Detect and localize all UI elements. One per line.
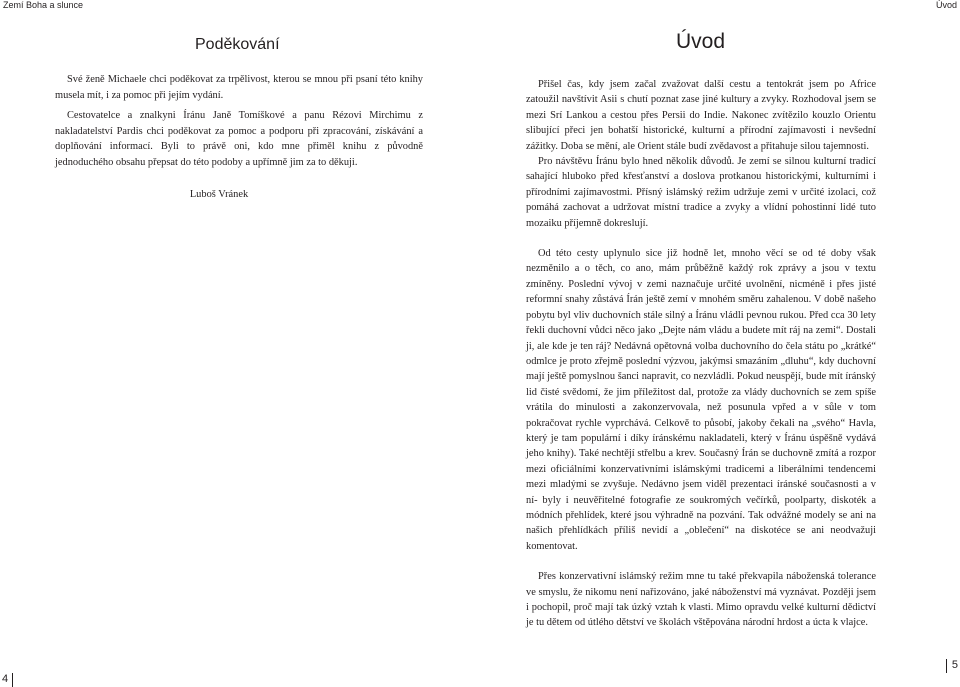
running-header-chapter: Úvod <box>935 0 957 10</box>
author-signature: Luboš Vránek <box>189 188 249 200</box>
intro-paragraph: Pro návštěvu Íránu bylo hned několik důvodů. Je zemí se silnou kulturní tradicí sahající hluboko před křesťanství a doslova protkanou historickými, kulturními i přírodními zajímavostmi. Přísný islámský režim udržuje zemi v určité izolaci, což pomáhá zachovat a udržovat místní tradice a zvyky a vlídní pohostinní lidé tuto mozaiku příjemně dokreslují. <box>526 156 876 229</box>
acknowledgement-paragraph: Své ženě Michaele chci poděkovat za trpělivost, kterou se mnou při psaní této knihy musela mít, i za pomoc při jejím vydání. <box>55 74 423 101</box>
left-page <box>55 36 423 200</box>
page-number-right-value: 5 <box>951 659 958 671</box>
running-header-book-title: Zemí Boha a slunce <box>3 0 84 10</box>
page-number-divider <box>12 673 13 687</box>
page-number-left-value: 4 <box>2 673 9 685</box>
right-page <box>526 30 876 631</box>
intro-paragraph: Od této cesty uplynulo sice již hodně let, mnoho věcí se od té doby však nezměnilo a o těch, co ano, mám průběžně každý rok zprávy a jsou v textu zmíněny. Poslední vývoj v zemi naznačuje určité uvolnění, nicméně i přes jisté reformní snahy zůstává Írán ještě zemí v mnohém směru zahalenou. V době našeho pobytu byl vliv duchovních stále silný a Íránu vládli pevnou rukou. Před cca 30 lety řekli duchovní vůdci něco jako „Dejte nám vládu a budete mít ráj na zemi“. Dostali ji, ale kde je ten ráj? Nedávná opětovná volba duchovního do čela státu po „krátké“ odmlce je proto zřejmě poslední výzvou, jakýmsi smazáním „dluhu“, kdy duchovní mají ještě pomyslnou šanci napravit, co nezvládli. Pokud neuspějí, bude mít íránský lid čisté svědomí, že jim příležitost dal, protože za vlády duchovních se zem spíše vrátila do minulosti a zakonzervovala, než posunula vpřed a v sůle v tom pokračovat rychle vyprchává. Celkově to působí, jakoby čekali na „svého“ Havla, který je tam populární i díky íránskému nakladateli, který v Íránu úspěšně vydává jeho knihy). Také nechtějí střelbu a krev. Současný Írán se duchovně zmítá a rozpor mezi oficiálními konzervativními islámskými tradicemi a liberálními tendencemi mezi mladými se zvyšuje. Nedávno jsem viděl prezentaci íránské současnosti a v ní- byly i neuvěřitelné fotografie ze soukromých večírků, poolparty, diskoték a módních přehlídek, které jsou výhradně na pozvání. Tak odvážné modely se ani na našich přehlídkách příliš nevidí a „oblečení“ na diskotéce se ani neodvažuji komentovat. <box>526 248 876 552</box>
acknowledgements-title: Poděkování <box>195 36 280 53</box>
intro-paragraph: Přišel čas, kdy jsem začal zvažovat další cestu a tentokrát jsem po Africe zatoužil navštívit Asii s chutí poznat zase jiné kultury a zvyky. Rozhodoval jsem se mezi Srí Lankou a cestou přes Persii do Indie. Nakonec zvítězilo kouzlo Orientu slibující přeci jen bohatší historické, kulturní a přírodní zajímavosti i nevšední zážitky. Doba se mění, ale Orient stále budí zvědavost a přitahuje silou tajemnosti. <box>526 79 876 152</box>
acknowledgement-paragraph: Cestovatelce a znalkyni Íránu Janě Tomíškové a panu Rézovi Mirchimu z nakladatelství Pardis chci poděkovat za pomoc a podporu při zpracování, získávání a doplňování informací. Byli to právě oni, kdo mne přiměl knihu z původně jednoduchého obsahu přepsat do této podoby a upřímně jim za to děkuji. <box>55 110 423 168</box>
page-number-right <box>940 659 960 673</box>
page-number-divider <box>946 659 947 673</box>
introduction-title: Úvod <box>676 30 726 53</box>
intro-paragraph: Přes konzervativní islámský režim mne tu také překvapila náboženská tolerance ve smyslu, že nikomu není nařizováno, jaké náboženství má vyznávat. Později jsem i pochopil, proč mají tak úzký vztah k vlasti. Mimo opravdu velké kulturní dědictví je tu dětem od útlého dětství ve školách vštěpována národní hrdost a úcta k vlajce. <box>526 571 876 629</box>
